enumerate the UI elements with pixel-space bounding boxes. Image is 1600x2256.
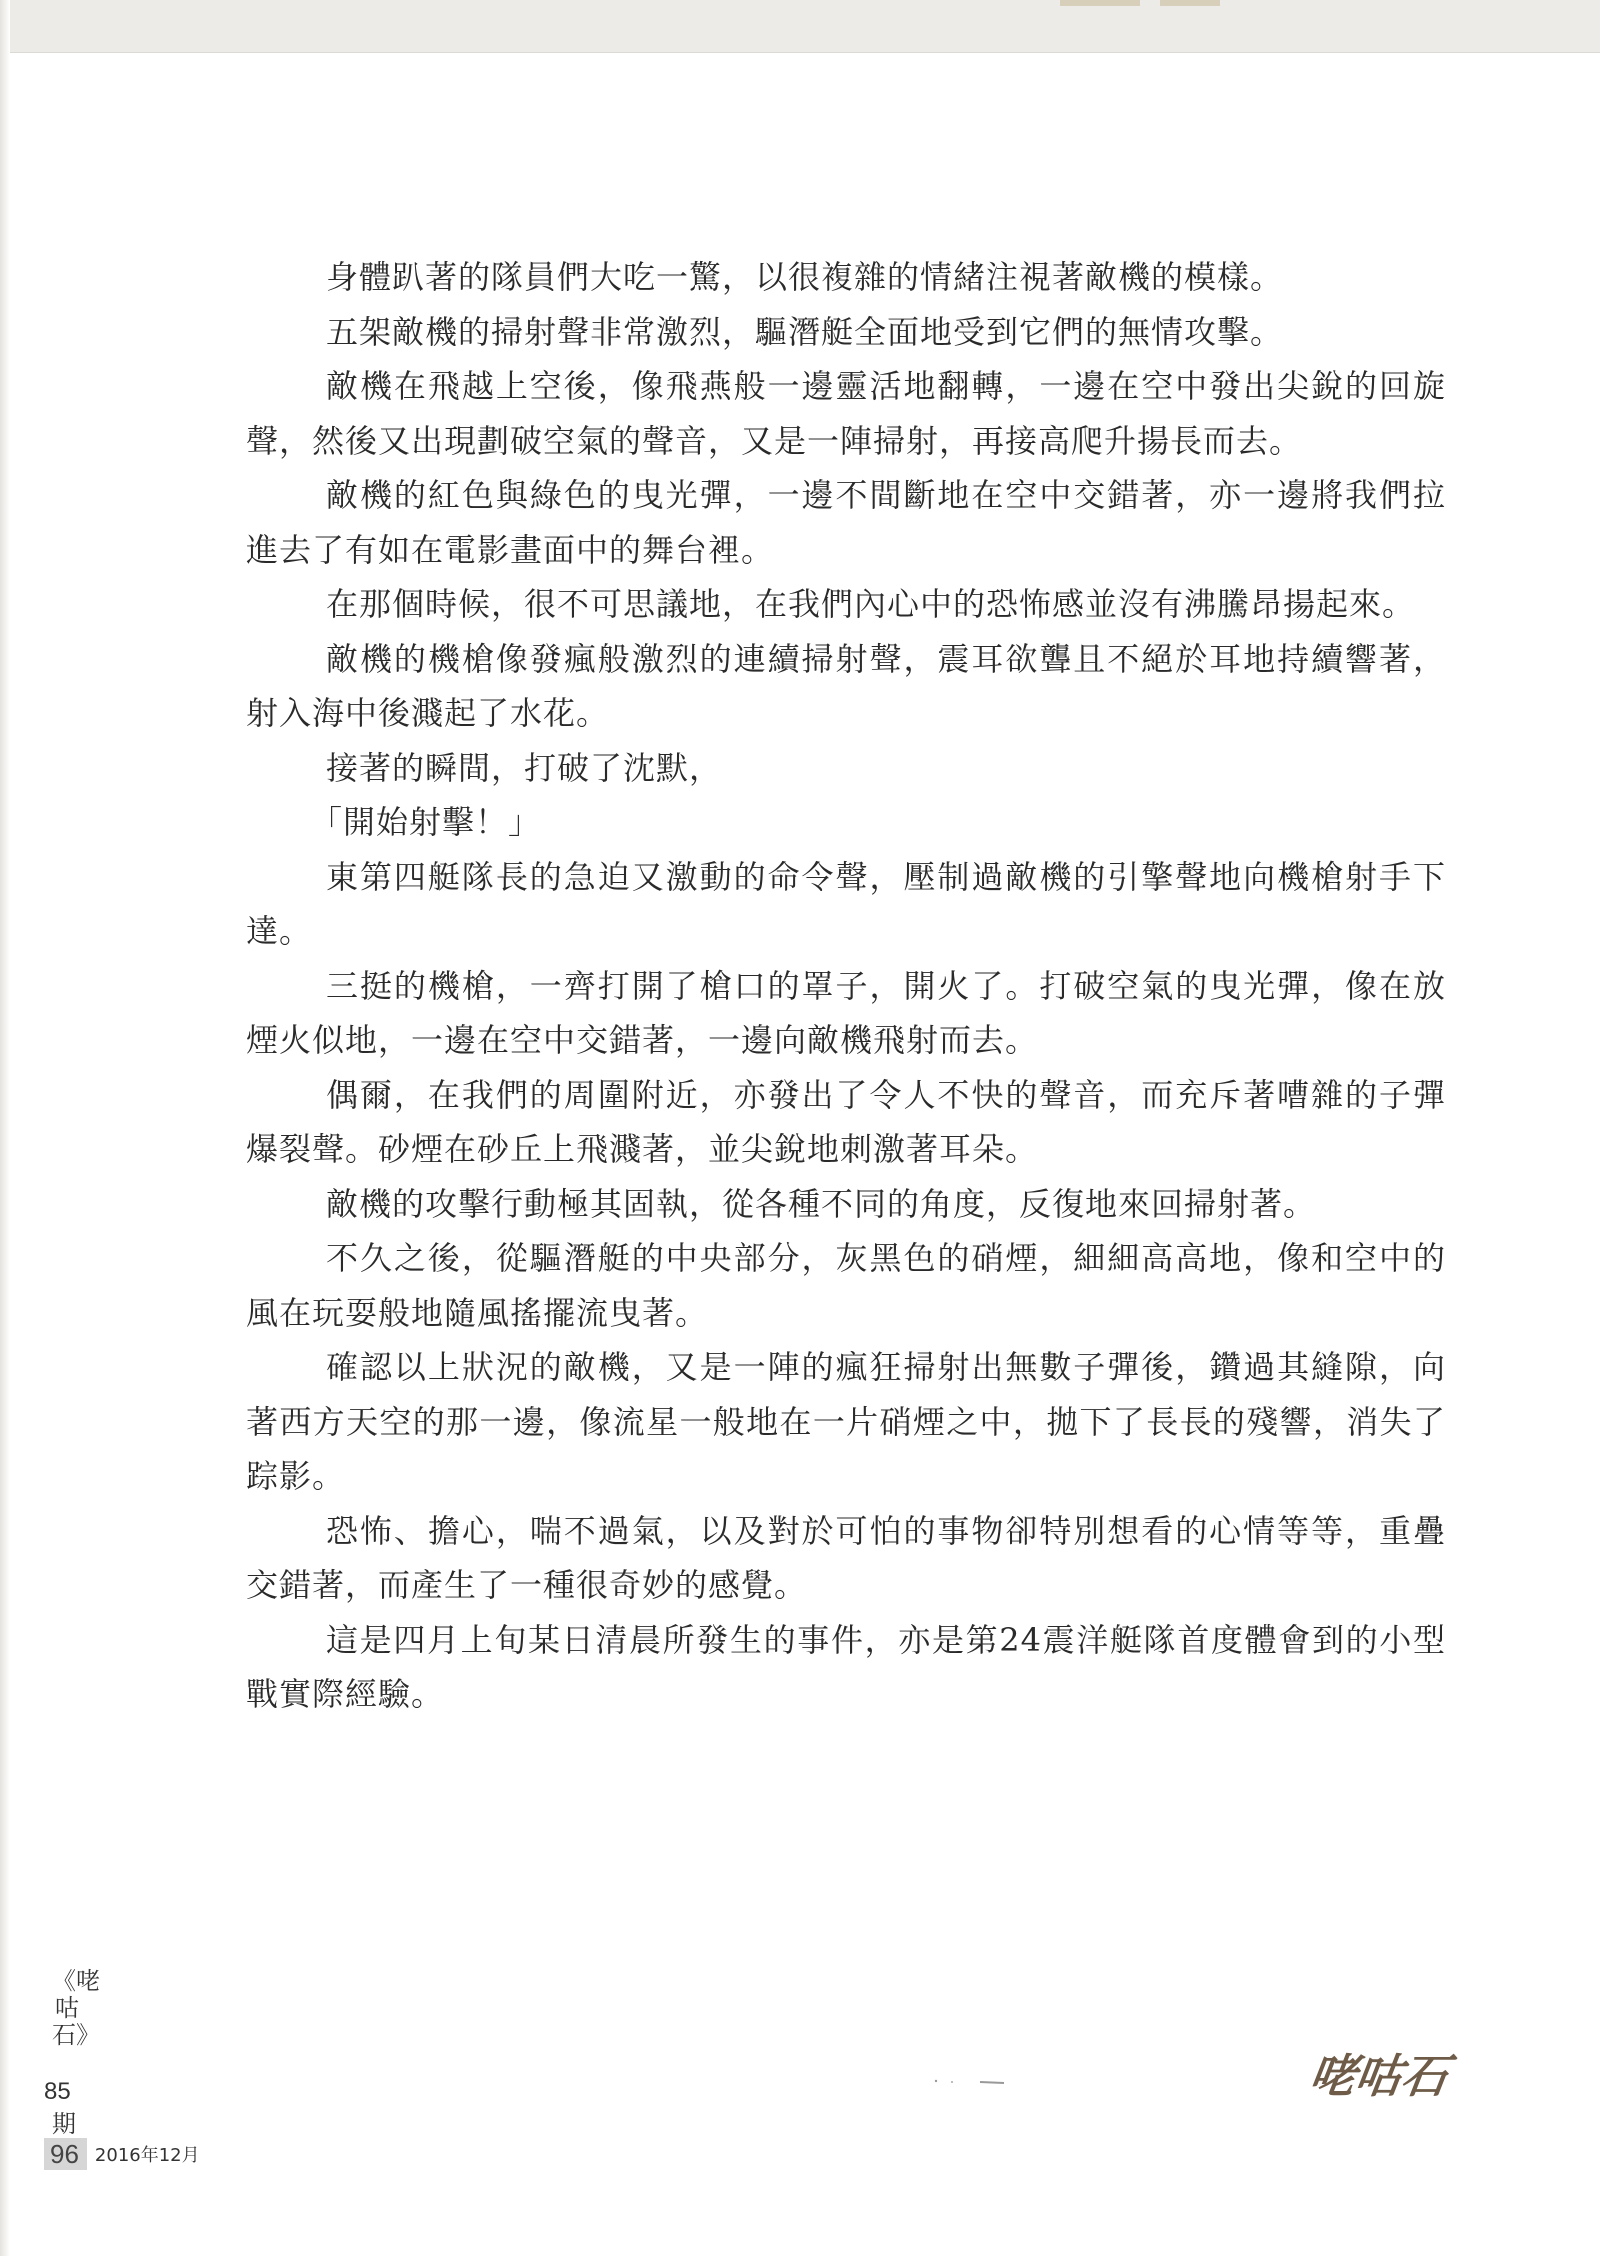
paragraph: 在那個時候，很不可思議地，在我們內心中的恐怖感並沒有沸騰昂揚起來。 (326, 585, 1416, 623)
paragraph: 敵機的紅色與綠色的曳光彈，一邊不間斷地在空中交錯著，亦一邊將我們拉進去了有如在電影畫面中的舞台裡。 (246, 476, 1446, 569)
paragraph: 敵機在飛越上空後，像飛燕般一邊靈活地翻轉，一邊在空中發出尖銳的回旋聲，然後又出現劃破空氣的聲音，又是一陣掃射，再接高爬升揚長而去。 (246, 367, 1446, 460)
magazine-logo: 咾咕石 (1305, 2049, 1452, 2103)
paragraph: 身體趴著的隊員們大吃一驚，以很複雜的情緒注視著敵機的模樣。 (326, 258, 1284, 296)
issue-unit: 期 (52, 2110, 76, 2138)
paragraph: 恐怖、擔心，喘不過氣，以及對於可怕的事物卻特別想看的心情等等，重疊交錯著，而產生了一種很奇妙的感覺。 (246, 1511, 1446, 1604)
paragraph: 確認以上狀況的敵機，又是一陣的瘋狂掃射出無數子彈後，鑽過其縫隙，向著西方天空的那一邊，像流星一般地在一片硝煙之中，拋下了長長的殘響，消失了踪影。 (246, 1348, 1446, 1495)
paragraph: 東第四艇隊長的急迫又激動的命令聲，壓制過敵機的引擎聲地向機槍射手下達。 (246, 857, 1446, 950)
issue-number: 85 (44, 2078, 71, 2105)
top-color-mark (1160, 0, 1220, 6)
paragraph: 三挺的機槍，一齊打開了槍口的罩子，開火了。打破空氣的曳光彈，像在放煙火似地，一邊在空中交錯著，一邊向敵機飛射而去。 (246, 966, 1446, 1059)
paragraph: 不久之後，從驅潛艇的中央部分，灰黑色的硝煙，細細高高地，像和空中的風在玩耍般地隨風搖擺流曳著。 (246, 1239, 1446, 1332)
page-footer (44, 2138, 200, 2170)
scan-specks (930, 2076, 1010, 2086)
article-body (246, 250, 1446, 1722)
paragraph: 這是四月上旬某日清晨所發生的事件，亦是第24震洋艇隊首度體會到的小型戰實際經驗。 (246, 1620, 1446, 1713)
paragraph: 偶爾，在我們的周圍附近，亦發出了令人不快的聲音，而充斥著嘈雜的子彈爆裂聲。砂煙在砂丘上飛濺著，並尖銳地刺激著耳朵。 (246, 1075, 1446, 1168)
paragraph: 接著的瞬間，打破了沈默， (326, 748, 723, 787)
issue-date: 2016年12月 (94, 2145, 200, 2166)
page-number: 96 (44, 2138, 87, 2170)
paragraph: 敵機的攻擊行動極其固執，從各種不同的角度，反復地來回掃射著。 (326, 1184, 1317, 1223)
paragraph: 敵機的機槍像發瘋般激烈的連續掃射聲，震耳欲聾且不絕於耳地持續響著，射入海中後濺起了水花。 (246, 639, 1446, 732)
dialogue-line: 「開始射擊！」 (310, 803, 542, 841)
paragraph: 五架敵機的掃射聲非常激烈，驅潛艇全面地受到它們的無情攻擊。 (326, 312, 1284, 351)
page-left-edge (0, 0, 10, 2256)
top-color-mark (1060, 0, 1140, 6)
top-scan-band (0, 0, 1600, 53)
magazine-title-vertical: 《咾咕石》 (52, 1967, 100, 2049)
